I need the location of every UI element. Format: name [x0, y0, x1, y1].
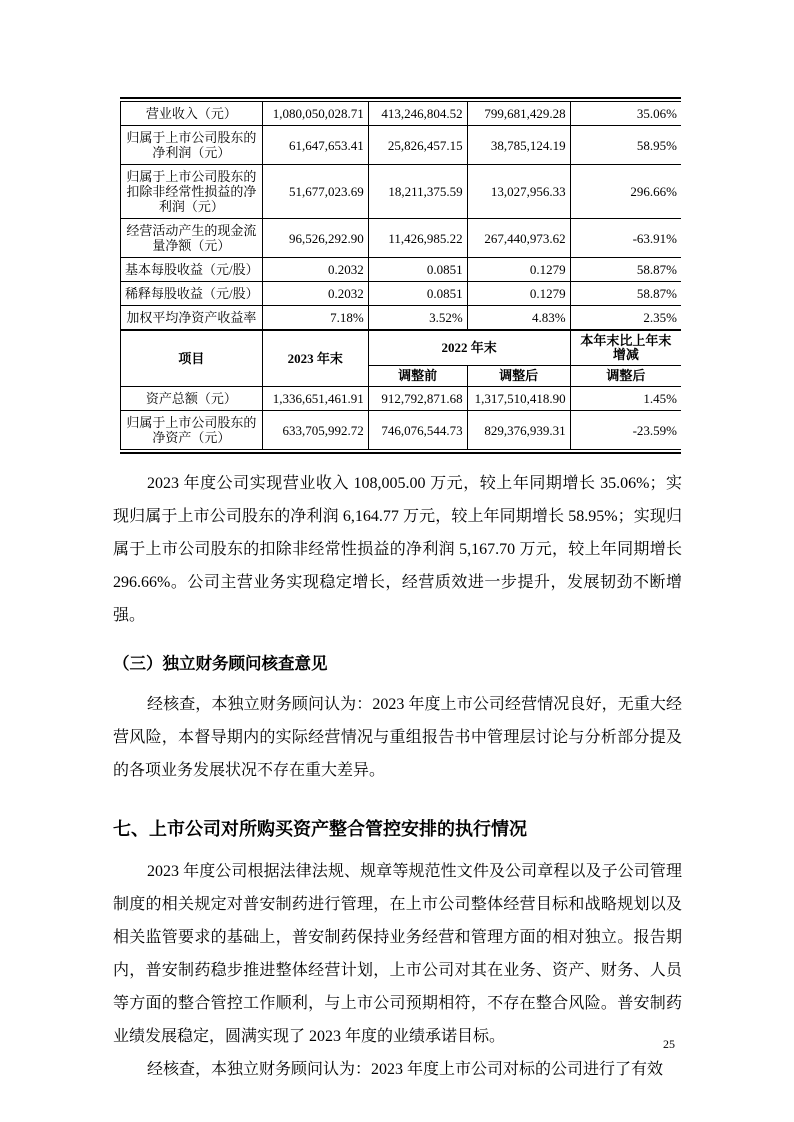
financial-summary-table: [120, 101, 681, 450]
row-label: 基本每股收益（元/股）: [121, 258, 263, 282]
value-change: 1.45%: [570, 387, 681, 411]
header-change-adjust-after: 调整后: [570, 366, 681, 387]
value-2022-before: 912,792,871.68: [368, 387, 467, 411]
row-label: 资产总额（元）: [121, 387, 263, 411]
value-2023: 7.18%: [262, 306, 368, 331]
value-2022-before: 11,426,985.22: [368, 219, 467, 258]
value-2023: 0.2032: [262, 282, 368, 306]
value-2022-after: 13,027,956.33: [467, 165, 570, 219]
value-2022-after: 0.1279: [467, 282, 570, 306]
value-change: 58.87%: [570, 282, 681, 306]
value-2022-before: 3.52%: [368, 306, 467, 331]
table-header-row-1: [121, 330, 682, 366]
value-2022-after: 1,317,510,418.90: [467, 387, 570, 411]
financial-table-wrap: [120, 97, 681, 454]
value-2022-after: 4.83%: [467, 306, 570, 331]
table-row-basic-eps: [121, 258, 682, 282]
value-change: 2.35%: [570, 306, 681, 331]
table-row-total-assets: [121, 387, 682, 411]
value-2023: 633,705,992.72: [262, 411, 368, 450]
table-row-net-assets: [121, 411, 682, 450]
table-row-net-profit-deducted: [121, 165, 682, 219]
value-change: 296.66%: [570, 165, 681, 219]
value-2023: 0.2032: [262, 258, 368, 282]
value-change: -23.59%: [570, 411, 681, 450]
paragraph-section7-opinion: 经核查，本独立财务顾问认为：2023 年度上市公司对标的公司进行了有效: [147, 1061, 664, 1078]
table-row-net-profit: [121, 126, 682, 165]
header-item: 项目: [121, 330, 263, 387]
value-change: 58.87%: [570, 258, 681, 282]
table-row-roe: [121, 306, 682, 331]
header-adjust-before: 调整前: [368, 366, 467, 387]
value-change: -63.91%: [570, 219, 681, 258]
heading-section-7: 七、上市公司对所购买资产整合管控安排的执行情况: [113, 819, 527, 839]
page-number: 25: [663, 1037, 675, 1051]
value-2022-before: 413,246,804.52: [368, 102, 467, 126]
paragraph-integration-control: 2023 年度公司根据法律法规、规章等规范性文件及公司章程以及子公司管理制度的相关规定对普安制药进行管理，在上市公司整体经营目标和战略规划以及相关监管要求的基础上，普安制药保持业务经营和管理方面的相对独立。报告期内，普安制药稳步推进整体经营计划，上市公司对其在业务、资产、财务、人员等方面的整合管控工作顺利，与上市公司预期相符，不存在整合风险。普安制药业绩发展稳定，圆满实现了 2023 年度的业绩承诺目标。: [113, 863, 682, 1045]
value-change: 35.06%: [570, 102, 681, 126]
header-adjust-after: 调整后: [467, 366, 570, 387]
row-label: 经营活动产生的现金流量净额（元）: [121, 219, 263, 258]
header-2022: 2022 年末: [368, 330, 570, 366]
paragraph-advisor-opinion: 经核查，本独立财务顾问认为：2023 年度上市公司经营情况良好，无重大经营风险，本督导期内的实际经营情况与重组报告书中管理层讨论与分析部分提及的各项业务发展状况不存在重大差异。: [113, 696, 682, 779]
value-2022-after: 0.1279: [467, 258, 570, 282]
row-label: 归属于上市公司股东的净利润（元）: [121, 126, 263, 165]
value-2023: 1,336,651,461.91: [262, 387, 368, 411]
row-label: 归属于上市公司股东的净资产（元）: [121, 411, 263, 450]
paragraph-operating-results: 2023 年度公司实现营业收入 108,005.00 万元，较上年同期增长 35.06%；实现归属于上市公司股东的净利润 6,164.77 万元，较上年同期增长 58.95%；实现归属于上市公司股东的扣除非经常性损益的净利润 5,167.70 万元，较上年同期增长 296.66%。公司主营业务实现稳定增长，经营质效进一步提升，发展韧劲不断增强。: [113, 475, 682, 624]
value-change: 58.95%: [570, 126, 681, 165]
value-2022-after: 267,440,973.62: [467, 219, 570, 258]
value-2022-after: 799,681,429.28: [467, 102, 570, 126]
value-2022-before: 0.0851: [368, 258, 467, 282]
page-content: [113, 97, 682, 1086]
value-2022-before: 18,211,375.59: [368, 165, 467, 219]
value-2023: 61,647,653.41: [262, 126, 368, 165]
table-row-revenue: [121, 102, 682, 126]
row-label: 加权平均净资产收益率: [121, 306, 263, 331]
value-2022-before: 0.0851: [368, 282, 467, 306]
value-2023: 96,526,292.90: [262, 219, 368, 258]
row-label: 营业收入（元）: [121, 102, 263, 126]
value-2023: 1,080,050,028.71: [262, 102, 368, 126]
heading-advisor-opinion: （三）独立财务顾问核查意见: [113, 655, 328, 673]
header-change: 本年末比上年末增减: [570, 330, 681, 366]
row-label: 稀释每股收益（元/股）: [121, 282, 263, 306]
value-2022-before: 25,826,457.15: [368, 126, 467, 165]
value-2023: 51,677,023.69: [262, 165, 368, 219]
value-2022-before: 746,076,544.73: [368, 411, 467, 450]
table-row-cash-flow: [121, 219, 682, 258]
table-row-diluted-eps: [121, 282, 682, 306]
value-2022-after: 829,376,939.31: [467, 411, 570, 450]
row-label: 归属于上市公司股东的扣除非经常性损益的净利润（元）: [121, 165, 263, 219]
header-2023: 2023 年末: [262, 330, 368, 387]
value-2022-after: 38,785,124.19: [467, 126, 570, 165]
